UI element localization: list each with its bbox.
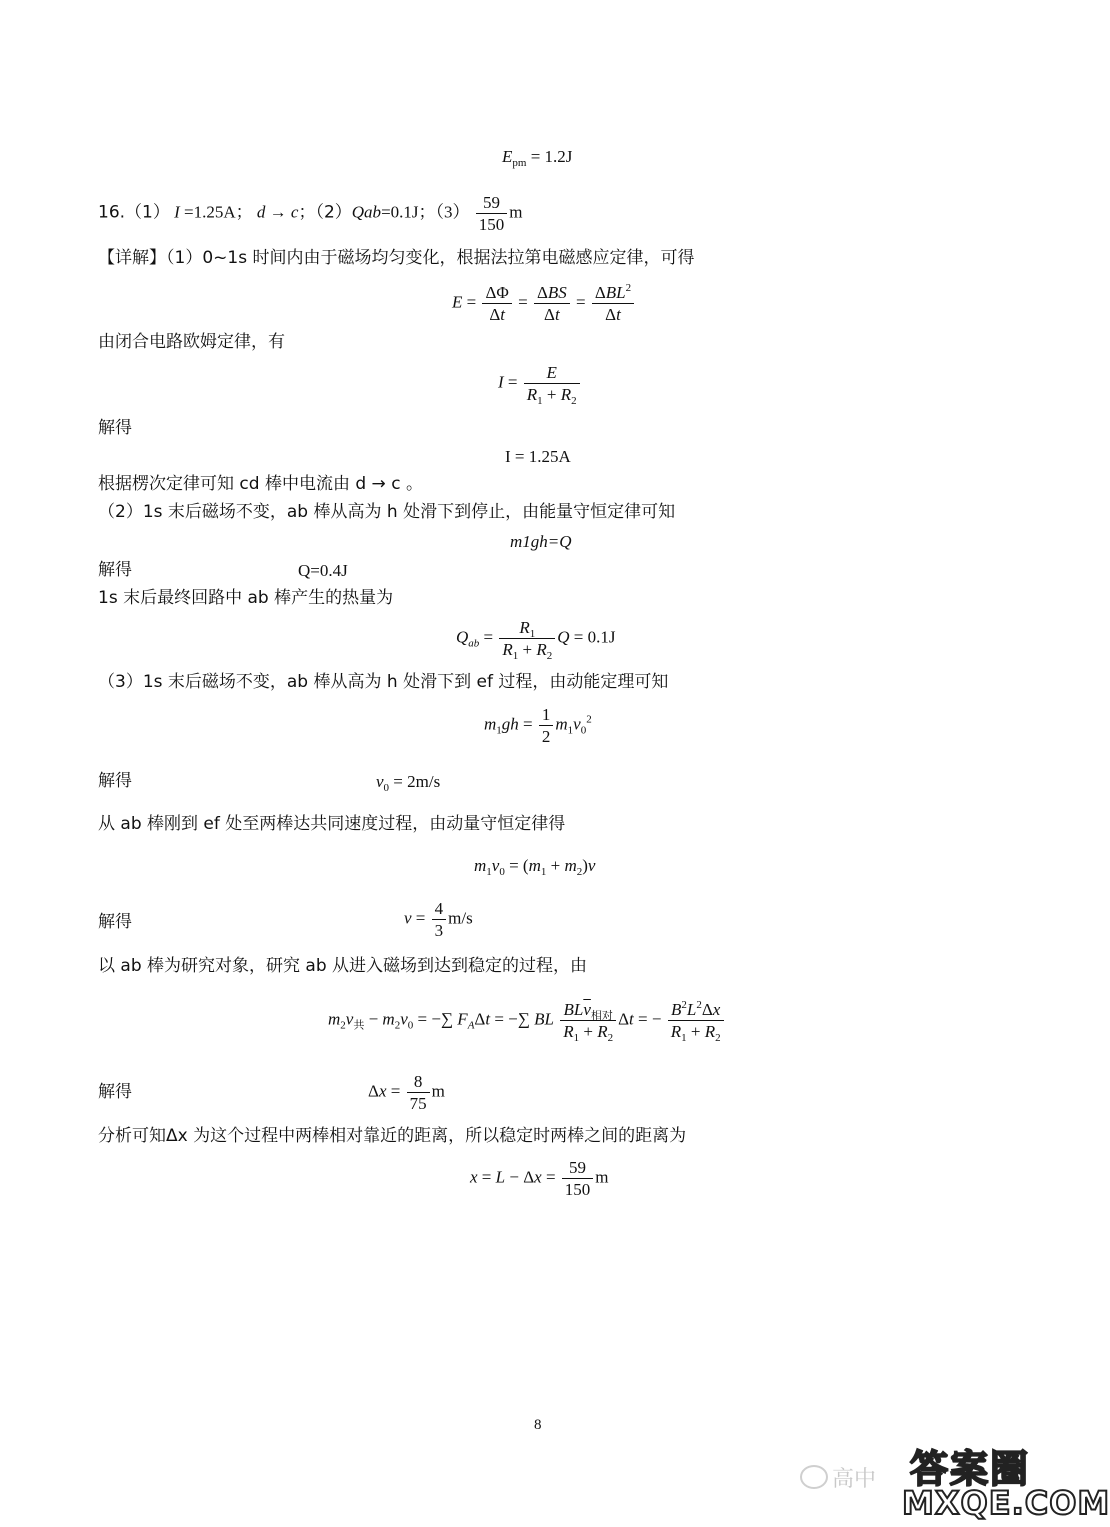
epm-equation: $E_{pm} = 1.2J$	[502, 147, 573, 169]
study-intro: 以 ab 棒为研究对象，研究 ab 从进入磁场到达到稳定的过程，由	[98, 956, 588, 976]
wechat-icon	[800, 1465, 828, 1489]
current-result: I = 1.25A	[505, 447, 571, 466]
q-result: Q=0.4J	[298, 561, 348, 580]
solve-label-2: 解得	[98, 560, 132, 580]
q16-answer-line: 16.（1） I =1.25A； d → c；（2）Qab=0.1J；（3） $\frac{59}{150}$ m	[98, 193, 523, 235]
wechat-watermark: 高中	[800, 1462, 876, 1493]
ohm-equation: I = $\frac{E}{R_1 + R_2}$	[498, 362, 582, 406]
part2-intro: （2）1s 末后磁场不变，ab 棒从高为 h 处滑下到停止，由能量守恒定律可知	[98, 502, 676, 522]
v-result: v = $\frac{4}{3}$ m/s	[404, 899, 473, 941]
q16-fraction: $\frac{59}{150}$	[476, 192, 508, 236]
site-logo-watermark: 答案圈 MXQE.COM	[902, 1447, 1110, 1522]
detail-paragraph-1: 【详解】（1）0~1s 时间内由于磁场均匀变化，根据法拉第电磁感应定律，可得	[98, 248, 695, 268]
impulse-equation: $m_2v_共 - m_2v_0$ = −∑ $F_A\Delta t$ = −∑ BL $\frac{BL\overline{v}_{相对}}{R_1 + R_2}$ Δt = − $\frac{B^2L^2\Delta x}{R_1 + R_2}$	[328, 999, 726, 1043]
solve-label-4: 解得	[98, 912, 132, 932]
lenz-law-line: 根据楞次定律可知 cd 棒中电流由 d → c 。	[98, 474, 423, 494]
faraday-equation: E = $\frac{\Delta\Phi}{\Delta t}$ = $\frac{\text{ΔBS}}{\Delta t}$ = $\frac{\Delta BL^2}{\Delta t}$	[452, 282, 636, 326]
kinetic-energy-equation: $m_1gh$ = $\frac{1}{2}$ $m_1v_0^2$	[484, 705, 592, 747]
ohm-intro: 由闭合电路欧姆定律，有	[98, 332, 285, 352]
heat-equation: $Q_{ab}$ = $\frac{R_1}{R_1 + R_2}$ Q = 0.1J	[456, 618, 616, 663]
part3-intro: （3）1s 末后磁场不变，ab 棒从高为 h 处滑下到 ef 过程，由动能定理可知	[98, 672, 669, 692]
analysis-line: 分析可知Δx 为这个过程中两棒相对靠近的距离，所以稳定时两棒之间的距离为	[98, 1126, 687, 1146]
momentum-intro: 从 ab 棒刚到 ef 处至两棒达共同速度过程，由动量守恒定律得	[98, 814, 566, 834]
solve-label-1: 解得	[98, 418, 132, 438]
solve-label-5: 解得	[98, 1082, 132, 1102]
dx-result: Δx = $\frac{8}{75}$ m	[368, 1072, 445, 1114]
final-distance-equation: x = L − Δx = $\frac{59}{150}$ m	[470, 1158, 609, 1200]
page-number: 8	[534, 1417, 542, 1433]
solve-label-3: 解得	[98, 771, 132, 791]
energy-equation: m1gh=Q	[510, 532, 572, 551]
heat-intro: 1s 末后最终回路中 ab 棒产生的热量为	[98, 588, 394, 608]
momentum-equation: $m_1v_0 = (m_1 + m_2)v$	[474, 856, 596, 878]
v0-result: $v_0 = 2m/s$	[376, 772, 441, 794]
